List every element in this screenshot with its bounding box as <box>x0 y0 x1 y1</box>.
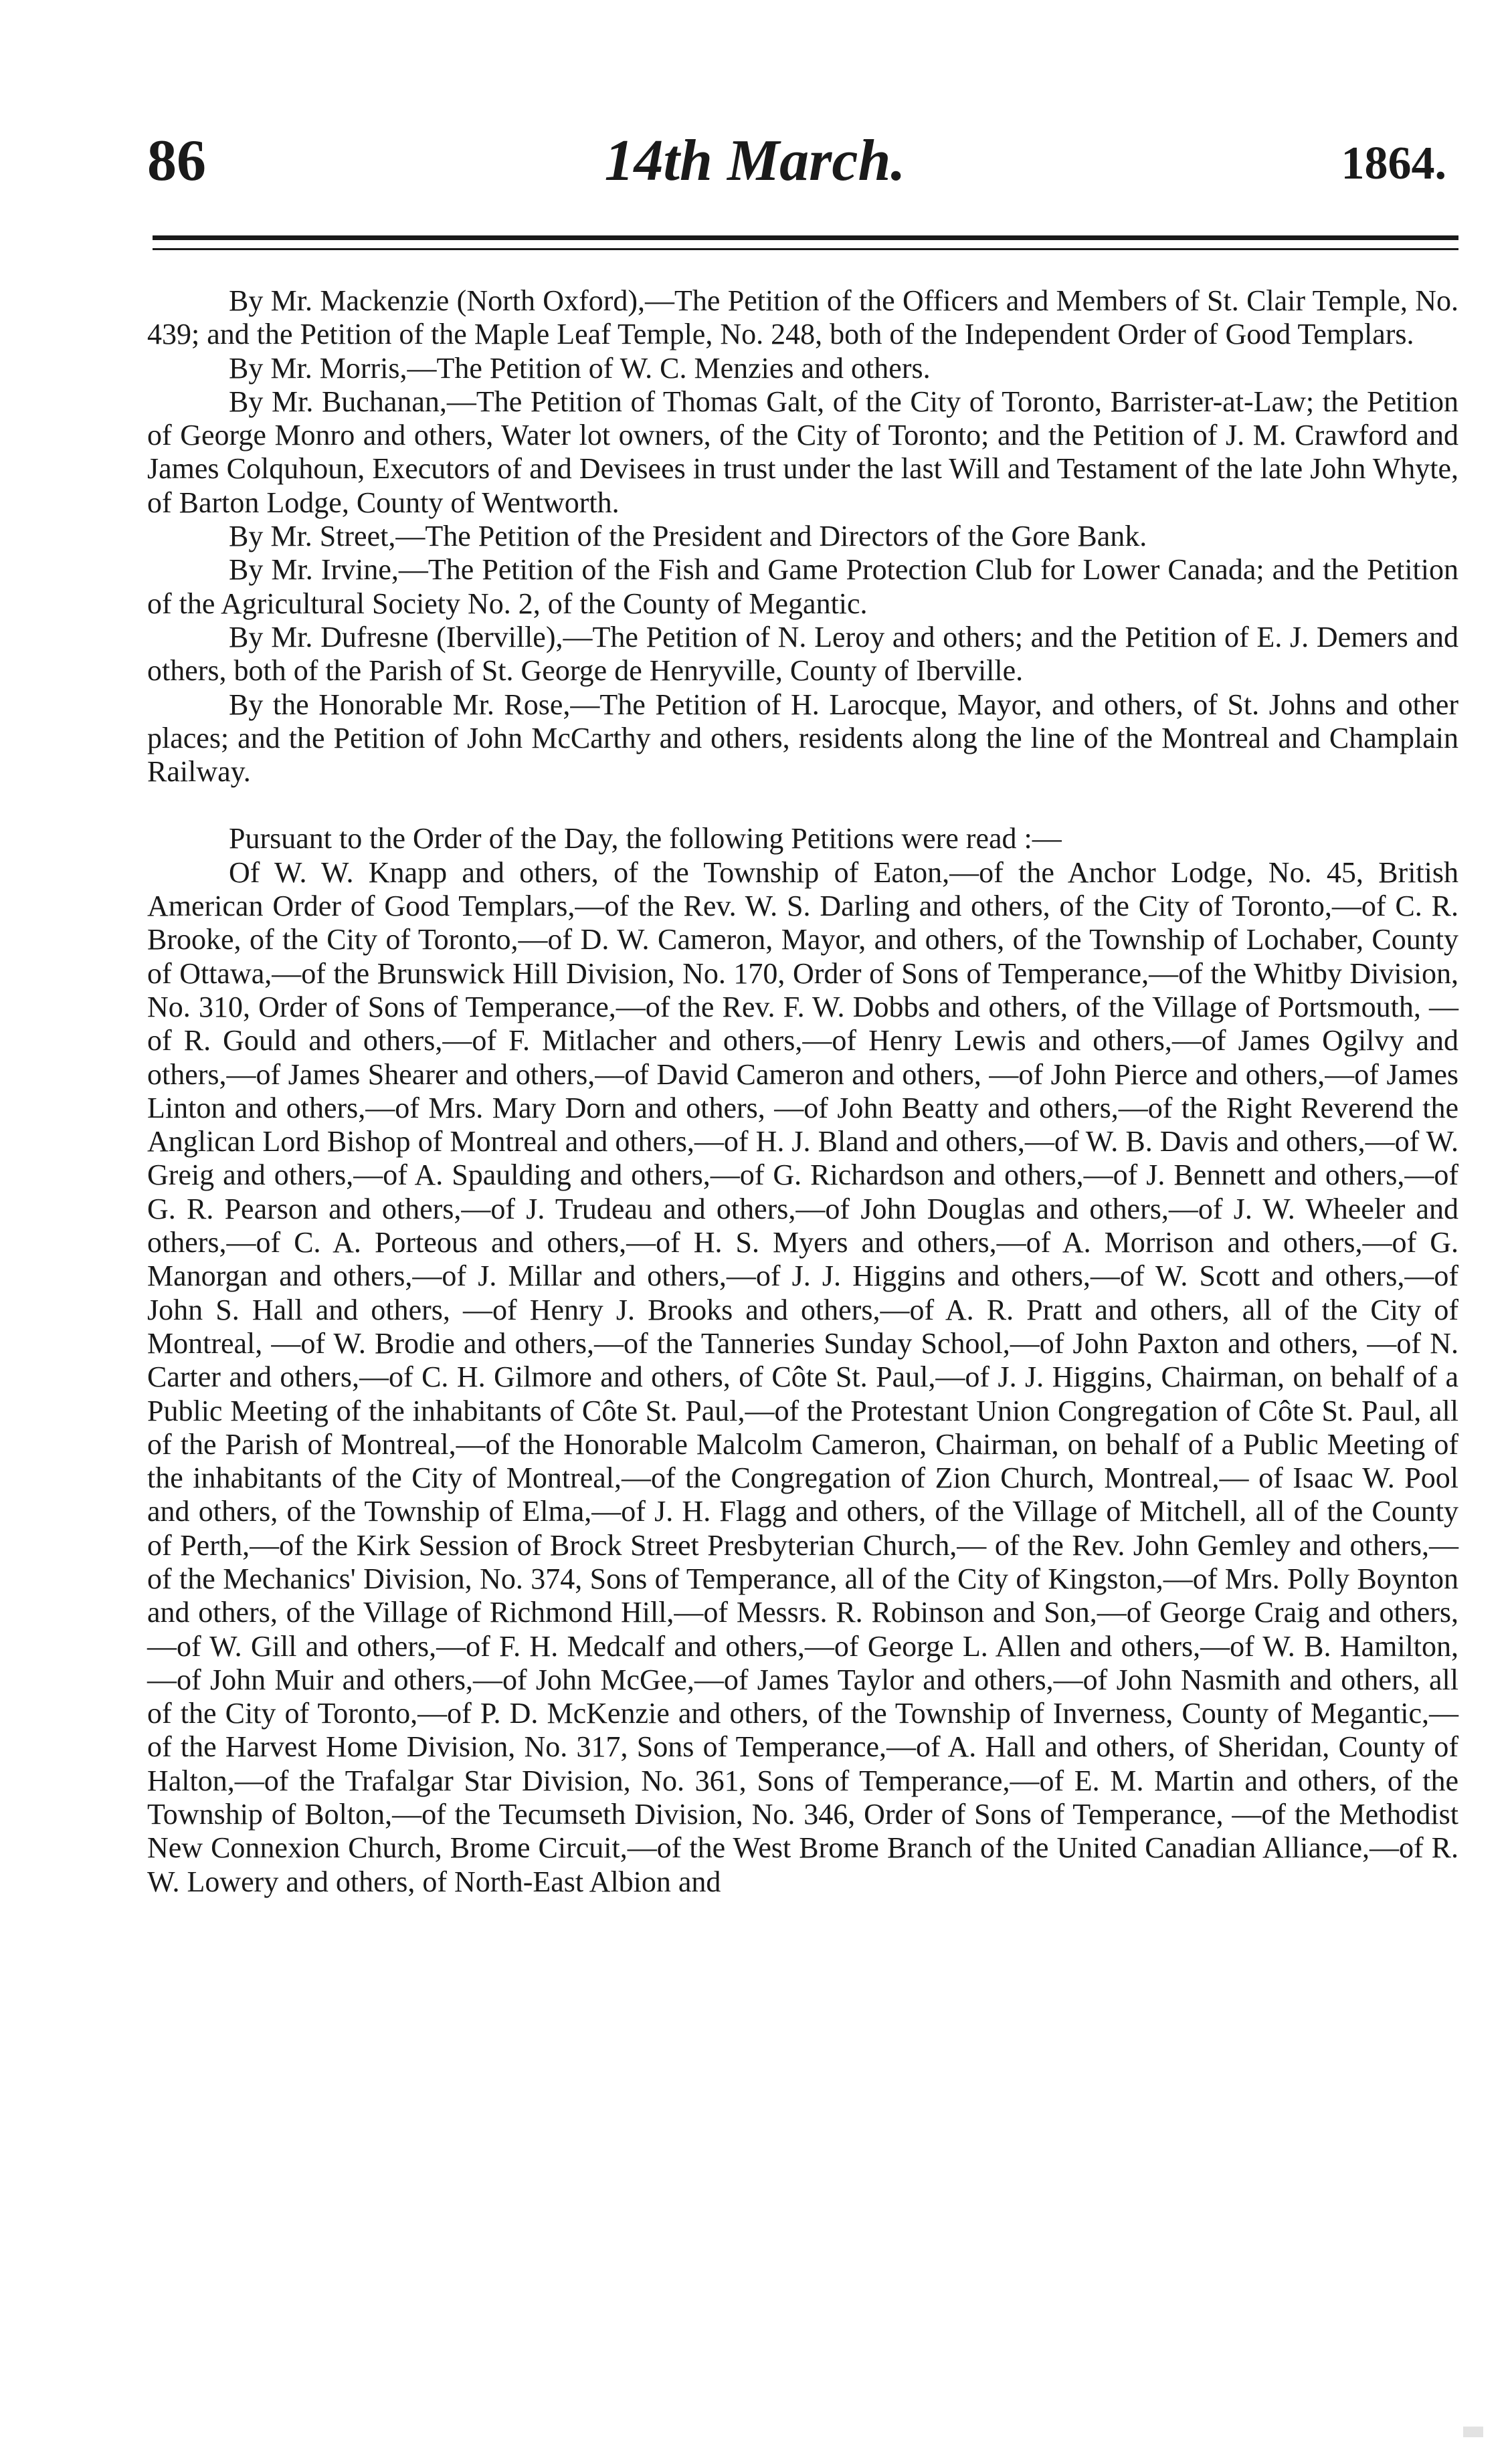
paragraph-order-of-day: Pursuant to the Order of the Day, the following Petitions were read :— <box>229 822 1062 855</box>
header-rule-thick <box>153 235 1458 240</box>
paragraph-mackenzie: By Mr. Mackenzie (North Oxford),—The Petition of the Officers and Members of St. Clair Temple, No. 439; and the Petition of the Maple Leaf Temple, No. 248, both of the Independent Order of Good Templars. <box>147 284 1458 351</box>
scan-speck <box>1463 2427 1483 2437</box>
paragraph-buchanan: By Mr. Buchanan,—The Petition of Thomas Galt, of the City of Toronto, Barrister-at-Law; the Petition of George Monro and others, Water lot owners, of the City of Toronto; and the Petition of J. M. Crawford and James Colquhoun, Executors of and Devisees in trust under the last Will and Testament of the late John Whyte, of Barton Lodge, County of Wentworth. <box>147 385 1458 519</box>
year: 1864. <box>1341 138 1446 189</box>
paragraph-rose: By the Honorable Mr. Rose,—The Petition of H. Larocque, Mayor, and others, of St. Johns and other places; and the Petition of John McCarthy and others, residents along the line of the Montreal and Champlain Railway. <box>147 688 1458 789</box>
page-number: 86 <box>147 128 206 193</box>
body-text <box>147 284 1458 1899</box>
paragraph-morris: By Mr. Morris,—The Petition of W. C. Menzies and others. <box>229 351 931 385</box>
paragraph-dufresne: By Mr. Dufresne (Iberville),—The Petition of N. Leroy and others; and the Petition of E. J. Demers and others, both of the Parish of St. George de Henryville, County of Iberville. <box>147 620 1458 688</box>
paragraph-petitions-read: Of W. W. Knapp and others, of the Township of Eaton,—of the Anchor Lodge, No. 45, British American Order of Good Templars,—of the Rev. W. S. Darling and others, of the City of Toronto,—of C. R. Brooke, of the City of Toronto,—of D. W. Cameron, Mayor, and others, of the Township of Lochaber, County of Ottawa,—of the Brunswick Hill Division, No. 170, Order of Sons of Temperance,—of the Whitby Division, No. 310, Order of Sons of Temperance,—of the Rev. F. W. Dobbs and others, of the Village of Portsmouth, —of R. Gould and others,—of F. Mitlacher and others,—of Henry Lewis and others,—of James Ogilvy and others,—of James Shearer and others,—of David Cameron and others, —of John Pierce and others,—of James Linton and others,—of Mrs. Mary Dorn and others, —of John Beatty and others,—of the Right Reverend the Anglican Lord Bishop of Montreal and others,—of H. J. Bland and others,—of W. B. Davis and others,—of W. Greig and others,—of A. Spaulding and others,—of G. Richardson and others,—of J. Bennett and others,—of G. R. Pearson and others,—of J. Trudeau and others,—of John Douglas and others,—of J. W. Wheeler and others,—of C. A. Porteous and others,—of H. S. Myers and others,—of A. Morrison and others,—of G. Manorgan and others,—of J. Millar and others,—of J. J. Higgins and others,—of W. Scott and others,—of John S. Hall and others, —of Henry J. Brooks and others,—of A. R. Pratt and others, all of the City of Montreal, —of W. Brodie and others,—of the Tanneries Sunday School,—of John Paxton and others, —of N. Carter and others,—of C. H. Gilmore and others, of Côte St. Paul,—of J. J. Higgins, Chairman, on behalf of a Public Meeting of the inhabitants of Côte St. Paul,—of the Protestant Union Congregation of Côte St. Paul, all of the Parish of Montreal,—of the Honorable Malcolm Cameron, Chairman, on behalf of a Public Meeting of the inhabitants of the City of Montreal,—of the Congregation of Zion Church, Montreal,— of Isaac W. Pool and others, of the Township of Elma,—of J. H. Flagg and others, of the Village of Mitchell, all of the County of Perth,—of the Kirk Session of Brock Street Presbyterian Church,— of the Rev. John Gemley and others,—of the Mechanics' Division, No. 374, Sons of Temperance, all of the City of Kingston,—of Mrs. Polly Boynton and others, of the Village of Richmond Hill,—of Messrs. R. Robinson and Son,—of George Craig and others,—of W. Gill and others,—of F. H. Medcalf and others,—of George L. Allen and others,—of W. B. Hamilton,—of John Muir and others,—of John McGee,—of James Taylor and others,—of John Nasmith and others, all of the City of Toronto,—of P. D. McKenzie and others, of the Township of Inverness, County of Megantic,—of the Harvest Home Division, No. 317, Sons of Temperance,—of A. Hall and others, of Sheridan, County of Halton,—of the Trafalgar Star Division, No. 361, Sons of Temperance,—of E. M. Martin and others, of the Township of Bolton,—of the Tecumseth Division, No. 346, Order of Sons of Temperance, —of the Methodist New Connexion Church, Brome Circuit,—of the West Brome Branch of the United Canadian Alliance,—of R. W. Lowery and others, of North-East Albion and <box>147 855 1458 1898</box>
running-title: 14th March. <box>604 128 906 193</box>
paragraph-irvine: By Mr. Irvine,—The Petition of the Fish and Game Protection Club for Lower Canada; and the Petition of the Agricultural Society No. 2, of the County of Megantic. <box>147 553 1458 620</box>
header-rule-thin <box>153 248 1458 250</box>
paragraph-street: By Mr. Street,—The Petition of the President and Directors of the Gore Bank. <box>229 520 1147 553</box>
